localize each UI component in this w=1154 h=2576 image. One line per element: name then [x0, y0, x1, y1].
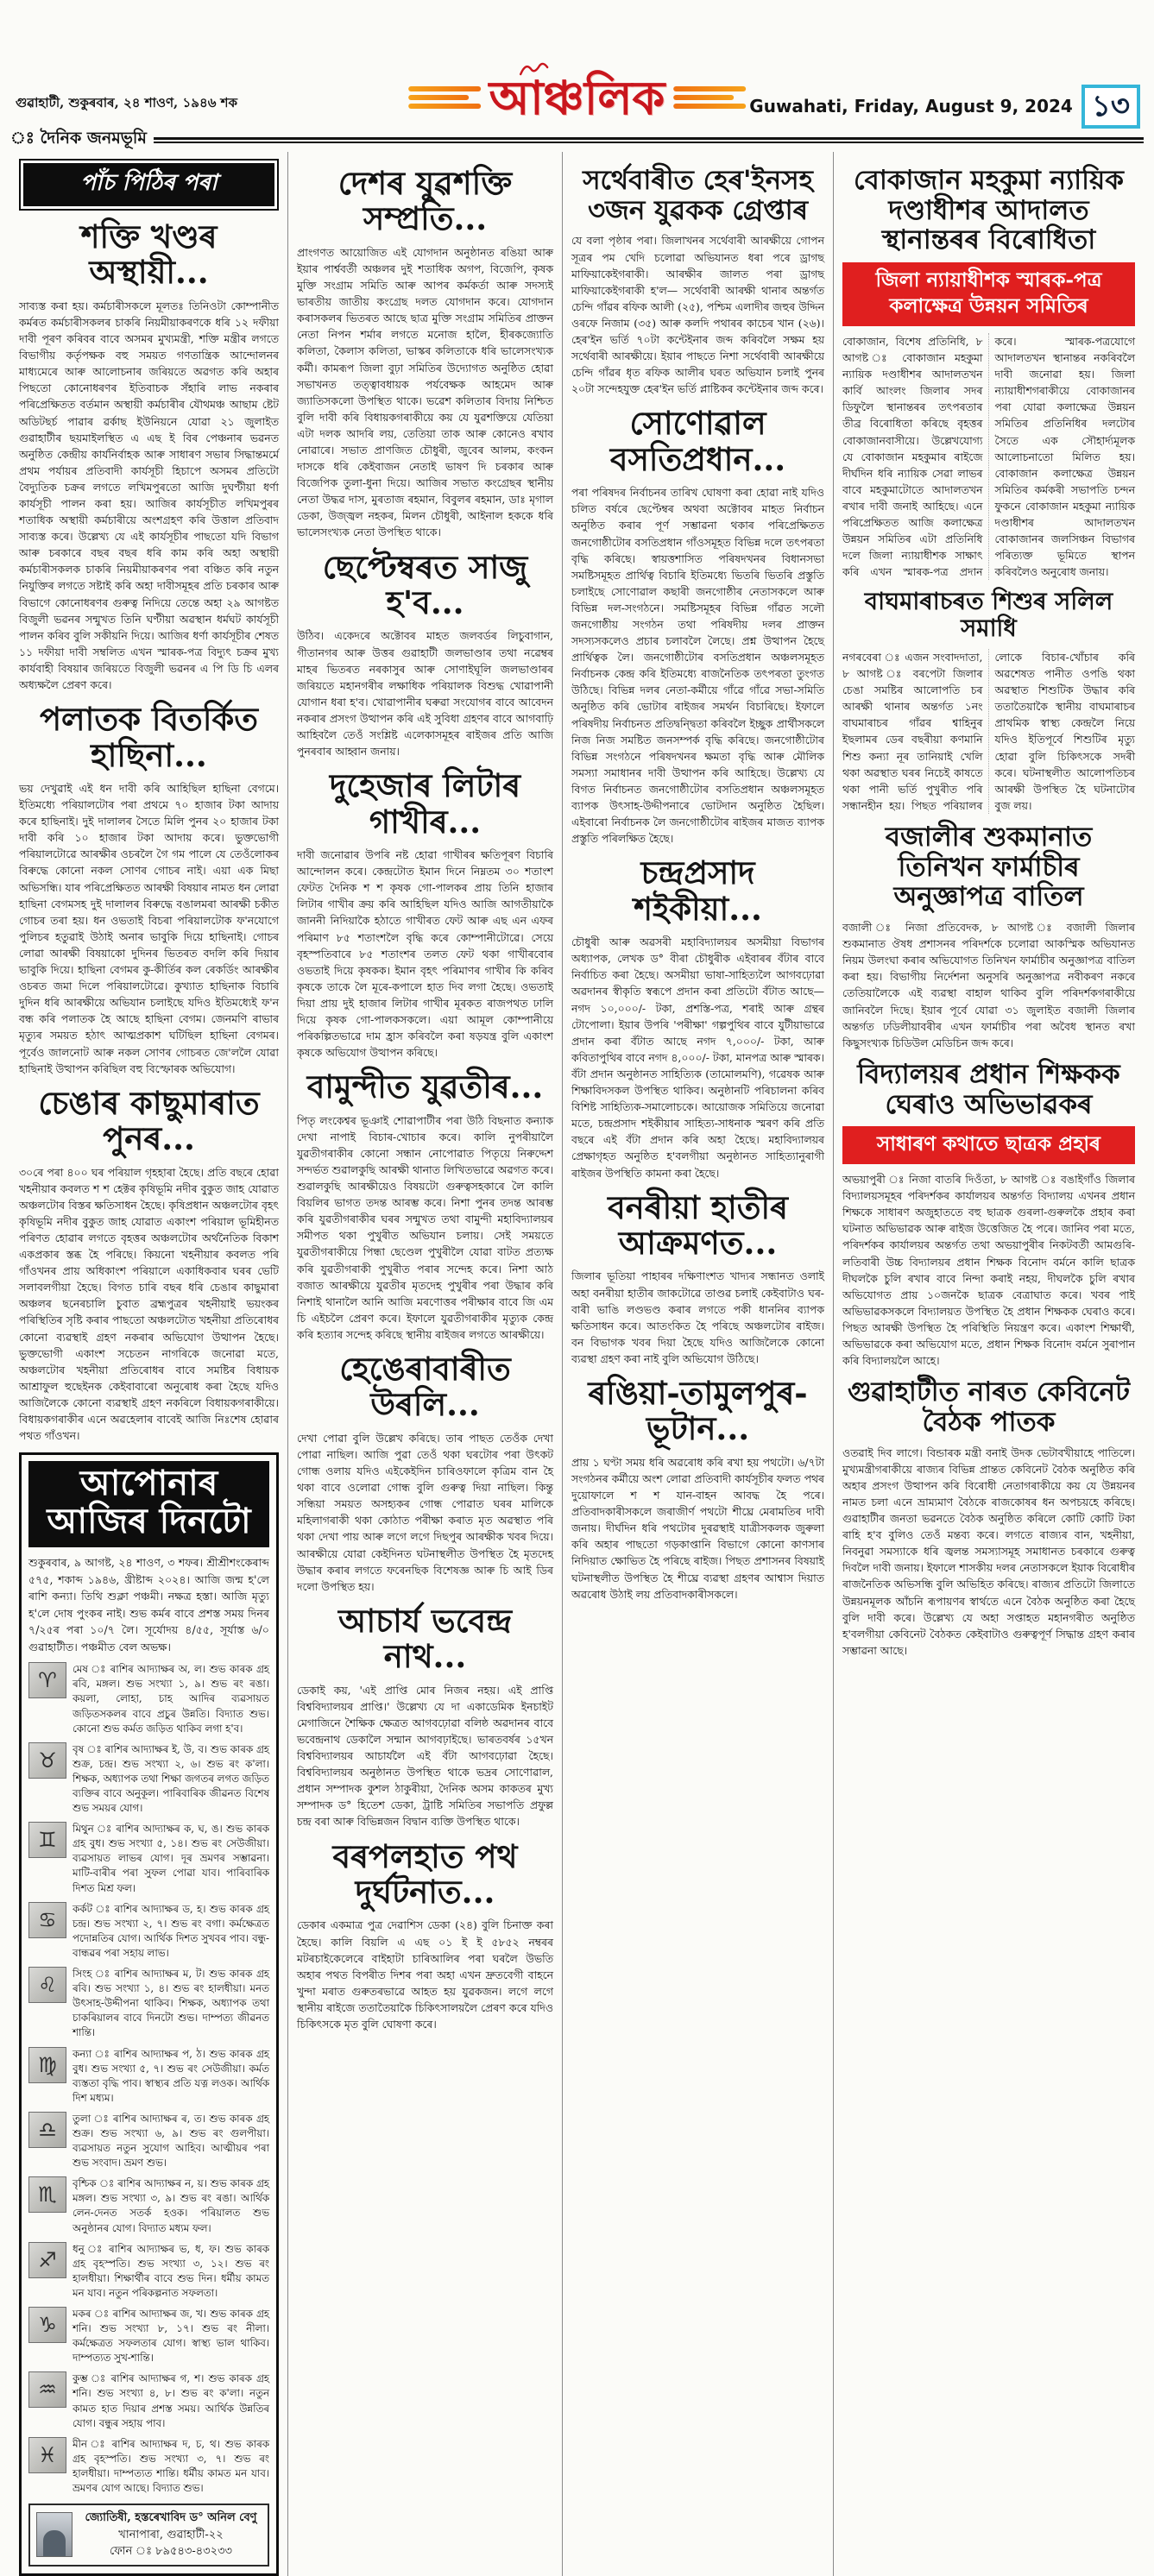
masthead-right-bars-icon [673, 86, 746, 109]
story-red-subhead: জিলা ন্যায়াধীশক স্মাৰক-পত্ৰ কলাক্ষেত্ৰ উন্নয়ন সমিতিৰ [842, 262, 1135, 326]
flame-icon [519, 60, 548, 76]
story-body: নগৰবেৰা ঃ এজন সংবাদদাতা, ৮ আগষ্ট ঃ বৰপেটা জিলাৰ চেঙা সমষ্টিৰ আলোপতি চৰ আৰক্ষী থানাৰ অন্তর্গত ১নং বাঘমাৰাচৰ গাঁৱৰ শ্বাহিনুৰ ইছলামৰ ডেৰ বছৰীয়া কণমানি শিশু কন্যা নূৰ তানিয়াই খেলি থকা অৱস্থাত ঘৰৰ নিচেই কাষতে থকা পানী ভর্তি পুখুৰীত পৰি সন্ধানহীন হয়। পিছত পৰিয়ালৰ লোকে বিচাৰ-খোঁচাৰ কৰি অৱশেষত পানীত ওপঙি থকা অৱস্থাত শিশুটিক উদ্ধাৰ কৰি ততাতৈয়াকৈ স্থানীয় বাঘমাৰাচৰ প্রাথমিক স্বাস্থ্য কেন্দ্রলৈ নিয়ে যদিও ইতিপূর্বে শিশুটিৰ মৃত্যু হোৱা বুলি চিকিৎসকে সদৰী কৰে। ঘটনাস্থলীত আলোপতিচৰ আৰক্ষী উপস্থিত হৈ ঘটনাটোৰ বুজ লয়। [842, 650, 1135, 812]
story-headline: দেশৰ যুৱশক্তি সম্প্রতি... [337, 164, 513, 238]
zodiac-text: মেষ ঃ ৰাশিৰ আদ্যাক্ষৰ অ, ল। শুভ কাৰক গ্রহ ৰবি, মঙ্গল। শুভ সংখ্যা ১, ৯। শুভ ৰং ৰঙা। কয়লা, লোহা, চাহ আদিৰ ব্যৱসায়ত জড়িতসকলৰ বাবে প্রচুৰ উন্নতি। বিদ্যাত শুভ। কোনো শুভ কর্মত জড়িত থাকিব লগা হ'ব। [73, 1663, 269, 1735]
story-body: প্রায় ১ ঘণ্টা সময় ধৰি অৱৰোধ কৰি ৰখা হয় পথটো। ৬/৭টা সংগঠনৰ কর্মীয়ে অংশ লোৱা প্রতিবাদী কার্যসূচীৰ ফলত পথৰ দুয়োফালে শ শ যান-বাহন আবদ্ধ হৈ পৰে। প্রতিবাদকাৰীসকলে জৰাজীর্ণ পথটো শীঘ্রে মেৰামতিৰ দাবী জনায়। দীর্ঘদিন ধৰি পথটোৰ দুৰৱস্থাই যাত্রীসকলক জুৰুলা কৰি অহাৰ পাছতো গড়কাপ্তানি বিভাগে কোনো কাণসাৰ নিদিয়াত ক্ষোভিত হৈ পৰিছে ৰাইজ। পিছত প্রশাসনৰ বিষয়াই ঘটনাস্থলীত উপস্থিত হৈ শীঘ্রে ব্যৱস্থা গ্রহণৰ আশ্বাস দিয়াত অৱৰোধ উঠাই লয় প্রতিবাদকাৰীসকলে। [571, 1455, 824, 1601]
story-headline: শক্তি খণ্ডৰ অস্থায়ী... [80, 217, 218, 292]
zodiac-row [28, 2176, 269, 2235]
zodiac-text: বৃশ্চিক ঃ ৰাশিৰ আদ্যাক্ষৰ ন, য়। শুভ কাৰক গ্রহ মঙ্গল। শুভ সংখ্যা ৩, ৯। শুভ ৰং ৰঙা। আর্থিক লেন-দেনত সতর্ক হওক। পৰিয়ালত শুভ অনুষ্ঠানৰ যোগ। বিদ্যাত মধ্যম ফল। [73, 2177, 269, 2234]
astrologer-photo [36, 2512, 73, 2557]
column-3 [562, 152, 833, 2576]
story-body: ভয় দেখুৱাই এই ধন দাবী কৰি আহিছিল হাছিনা বেগমে। ইতিমধ্যে পৰিয়ালটোৰ পৰা প্রথমে ৭০ হাজাৰ টকা আদায় কৰে হাছিনাই। দুই দালালৰ সৈতে মিলি পুনৰ ২০ হাজাৰ টকা দাবী কৰি ১০ হাজাৰ টকা আদায় কৰে। ভুক্তভোগী পৰিয়ালটোৱে আৰক্ষীৰ ওচৰলৈ গৈ গম পালে যে তেওঁলোকৰ বিৰুদ্ধে কোনো নকল সোণৰ গোচৰ নাই। এয়া এক মিছা অভিসন্ধি। যাৰ পৰিপ্রেক্ষিতত আৰক্ষী বিষয়াৰ নামত ধন লোৱা হাছিনা বেগমসহ দুই দালালৰ বিৰুদ্ধে বঙালমৰা আৰক্ষী চকীত গোচৰ তৰা হয়। ধন ওভতাই বিচৰা পৰিয়ালটোক ফ'নযোগে পুলিচৰ হতুৱাই উঠাই অনাৰ ভাবুকি দিয়ে হাছিনাই। গোচৰ লোৱা আৰক্ষী বিষয়াকো দুদিনৰ ভিতৰত বদলি কৰি দিয়াৰ ভাবুকি দিয়ে। হাছিনা বেগমৰ কু-কীর্তিৰ কল ৰেকর্ডিং আৰক্ষীৰ ওচৰত জমা দিলে পৰিয়ালটোৱে। কুখ্যাত হাছিনাক বিচাৰি দুদিন ধৰি আৰক্ষীয়ে অভিযান চলাইছে যদিও ইতিমধ্যেই ফ'ন বন্ধ কৰি পলাতক হৈ আছে হাছিনা বেগম। জেনমণি ৰাভাৰ মৃত্যুৰ সময়ত হঠাৎ আত্মপ্রকাশ ঘটিছিল হাছিনা বেগমৰ। পূর্বেও জালনোট আৰু নকল সোণৰ গোচৰত জে'ললৈ যোৱা হাছিনাই উত্থাপন কৰিছিল বহু বিস্ফোৰক অভিযোগ। [19, 782, 279, 1075]
story-headline: বজালীৰ শুকমানাত তিনিখন ফার্মাচীৰ অনুজ্ঞাপত্র বাতিল [885, 821, 1093, 913]
page-header [10, 50, 1144, 152]
zodiac-row [28, 1822, 269, 1895]
zodiac-text: মকৰ ঃ ৰাশিৰ আদ্যাক্ষৰ জ, খ। শুভ কাৰক গ্রহ শনি। শুভ সংখ্যা ৮, ১৭। শুভ ৰং নীলা। কর্মক্ষেত্রত সফলতাৰ যোগ। স্বাস্থ্য ভাল থাকিব। দাম্পত্যত সুখ-শান্তি। [73, 2308, 269, 2365]
zodiac-row [28, 2112, 269, 2170]
zodiac-text: মীন ঃ ৰাশিৰ আদ্যাক্ষৰ দ, চ, থ। শুভ কাৰক গ্রহ বৃহস্পতি। শুভ সংখ্যা ৩, ৭। শুভ ৰং হালধীয়া। দাম্পত্যত শান্তি। ধর্মীয় কামত মন যাব। ভ্রমণৰ যোগ আছে। বিদ্যাত শুভ। [73, 2437, 269, 2495]
story-headline: আচার্য ভবেন্দ্র নাথ... [337, 1601, 512, 1676]
story-body: সাব্যস্ত কৰা হয়। কর্মচাৰীসকলে মূলতঃ তিনিওটা কোম্পানীত কর্মৰত কর্মচাৰীসকলৰ চাকৰি নিয়মীয়াকৰণকে ধৰি ১২ দফীয়া দাবী পূৰণ কৰিবৰ বাবে অসমৰ মুখ্যমন্ত্রী, শক্তি মন্ত্রীৰ লগতে বিভাগীয় কর্তৃপক্ষক বহু সময়ত গণতান্ত্রিক আন্দোলনৰ মাধ্যমেৰে আৰু আলোচনাৰ জৰিয়তে অৱগত কৰি অহাৰ পিছতো কোনোধৰণৰ ইতিবাচক সঁহাৰি লাভ নকৰাৰ পৰিপ্রেক্ষিতত বর্তমান অস্থায়ী কর্মচাৰীৰ যৌথমঞ্চ আছাম ষ্টেট অডিটছর্চ পাৱাৰ ৱর্কাছ ইউনিয়নে যোৱা ২১ জুলাইত গুৱাহাটীৰ ছয়মাইলস্থিত এ এছ ই বিৰ পেঞ্চনাৰ ভৱনত অনুষ্ঠিত কেন্দ্রীয় কার্যনির্বাহক আৰু সাধাৰণ সভাৰ সিদ্ধান্তমর্মে প্রথম পর্যায়ৰ প্রতিবাদী কার্যসূচী হিচাপে অসমৰ প্রতিটো বৈদ্যুতিক চক্রৰ লগতে লখিমপুৰতো আজি দুঘণ্টীয়া ধর্ণা কার্যসূচী পালন কৰা হয়। আজিৰ কার্যসূচীত লখিমপুৰৰ শতাধিক অস্থায়ী কর্মচাৰীয়ে অংশগ্রহণ কৰি উত্তাল প্রতিবাদ সাব্যস্ত কৰে। উল্লেখ্য যে এই কার্যসূচীৰ পাছতো যদি বিভাগ আৰু চৰকাৰে বছৰ বছৰ ধৰি কাম কৰি অহা অস্থায়ী কর্মচাৰীসকলক চাকৰি নিয়মীয়াকৰণৰ পৰা বঞ্চিত কৰি নতুন নিযুক্তিৰ লগতে সষ্টাই কৰি অহা দাবীসমূহৰ প্রতি চৰকাৰ আৰু বিভাগে কোনোধৰণৰ গুৰুত্ব নিদিয়ে তেন্তে অহা ২৯ আগষ্টত বিজুলী ভৱনৰ সন্মুখত তিনি ঘণ্টীয়া অৱস্থান ধর্মঘট কার্যসূচী পালন কৰিব বুলি সকীয়নি দিয়ে। আজিৰ ধর্ণা কার্যসূচীৰ শেষত ১১ দফীয়া দাবী সম্বলিত এখন স্মাৰক-পত্র বিদ্যুৎ চক্রৰ মুখ্য কার্যবাহী বিষয়াৰ জৰিয়তে বিজুলী ভৱনৰ এ পি ডি চি এলৰ অধ্যক্ষলৈ প্রেৰণ কৰে। [19, 299, 279, 692]
zodiac-text: সিংহ ঃ ৰাশিৰ আদ্যাক্ষৰ ম, ট। শুভ কাৰক গ্রহ ৰবি। শুভ সংখ্যা ১, ৪। শুভ ৰং হালধীয়া। মনত উৎসাহ-উদ্দীপনা থাকিব। শিক্ষক, অধ্যাপক তথা চাকৰিয়ালৰ বাবে দিনটো শুভ। দাম্পত্য জীৱনত শান্তি। [73, 1968, 269, 2039]
zodiac-row [28, 2371, 269, 2430]
story-headline: সর্থেবাৰীত হেৰ'ইনসহ ৩জন যুৱকক গ্রেপ্তাৰ [583, 165, 813, 226]
zodiac-ধনু-icon: ♐ [28, 2242, 66, 2278]
masthead [408, 70, 747, 125]
story-headline: সোণোৱাল বসতিপ্রধান... [609, 404, 786, 478]
story-body: বজালী ঃ নিজা প্রতিবেদক, ৮ আগষ্ট ঃ বজালী জিলাৰ শুকমানাত ঔষধ প্রশাসনৰ পৰিদর্শকে চলোৱা আকস্মিক অভিযানত নিয়ম উলংঘা কৰাৰ অভিযোগত তিনিখন ফার্মাচীৰ অনুজ্ঞাপত্র বাতিল কৰা হয়। বিভাগীয় নির্দেশনা অনুসৰি অনুজ্ঞাপত্র নবীকৰণ নকৰে তেতিয়ালৈকে এই ব্যৱস্থা বাহাল থাকিব বুলি পৰিদর্শকগৰাকীয়ে জানিবলৈ দিছে। ইয়াৰ পূর্বে যোৱা ৩১ জুলাইত বজালী জিলাৰ অন্তর্গত ঢডিলীয়াবৰীৰ এখন ফার্মাচীৰ পৰা অবৈধ স্থানত ৰখা কিছুসংখ্যক চিডিউল মেডিচিন জব্দ কৰে। [842, 921, 1135, 1049]
story-headline: বৰপলহাত পথ দুর্ঘটনাত... [332, 1836, 518, 1911]
story-headline: গুৱাহাটীত নাৰত কেবিনেট বৈঠক পাতক [848, 1376, 1130, 1438]
story-body: চৌধুৰী আৰু অৱসৰী মহাবিদ্যালয়ৰ অসমীয়া বিভাগৰ অধ্যাপক, লেখক ড° বীৰা চৌধুৰীক এইবাৰৰ বঁটাৰ বাবে নির্বাচিত কৰা হৈছে। অসমীয়া ভাষা-সাহিত্যলৈ আগবঢ়োৱা অৱদানৰ স্বীকৃতি স্বৰূপে প্রদান কৰা প্রতিটো বঁটাত আছে— নগদ ১০,০০০/- টকা, প্রশস্তি-পত্র, শৰাই আৰু গ্রন্থৰ টোপোলা। ইয়াৰ উপৰি 'পৰীক্ষা' গল্পপুথিৰ বাবে যুটীয়াভাৱে প্রদান কৰা বঁটাত আছে নগদ ৭,০০০/- টকা, আৰু কবিতাপুথিৰ বাবে নগদ ৪,০০০/- টকা, মানপত্র আৰু স্মাৰক। বঁটা প্রদান অনুষ্ঠানত সাহিত্যিক (তামোলমণি), গৱেষক আৰু শিক্ষাবিদসকল উপস্থিত থাকিব। অনুষ্ঠানটি পৰিচালনা কৰিব বিশিষ্ট সাহিত্যিক-সমালোচকে। আয়োজক সমিতিয়ে জনোৱা মতে, চন্দ্রপ্রসাদ শইকীয়াৰ সাহিত্য-সাধনাক স্মৰণ কৰি প্রতি বছৰে এই বঁটা প্রদান কৰি অহা হৈছে। মহাবিদ্যালয়ৰ প্রেক্ষাগৃহত অনুষ্ঠিত হ'বলগীয়া অনুষ্ঠানত সাহিত্যানুৰাগী ৰাইজৰ উপস্থিতি কামনা কৰা হৈছে। [571, 935, 824, 1180]
zodiac-মীন-icon: ♓ [28, 2437, 66, 2473]
header-rule [154, 137, 1144, 143]
column-1 [10, 152, 287, 2576]
story-body: বোকাজান, বিশেষ প্রতিনিধি, ৮ আগষ্ট ঃ বোকাজান মহকুমা ন্যায়িক দণ্ডাধীশৰ আদালতখন কার্বি আংলং জিলাৰ সদৰ ডিফুলৈ স্থানান্তৰৰ তৎপৰতাৰ তীব্র বিৰোধিতা কৰিছে বৃহত্তৰ বোকাজানবাসীয়ে। উল্লেখযোগ্য যে বোকাজান মহকুমাৰ ৰাইজে দীর্ঘদিন ধৰি ন্যায়িক সেৱা লাভৰ বাবে মহকুমাটোতে আদালতখন ৰখাৰ দাবী জনাই আহিছে। এনে পৰিপ্রেক্ষিতত আজি কলাক্ষেত্র উন্নয়ন সমিতিৰ এটা প্রতিনিধি দলে জিলা ন্যায়াধীশক সাক্ষাৎ কৰি এখন স্মাৰক-পত্র প্রদান কৰে। স্মাৰক-পত্রযোগে আদালতখন স্থানান্তৰ নকৰিবলৈ দাবী জনোৱা হয়। জিলা ন্যায়াধীশগৰাকীয়ে বোকাজানৰ পৰা যোৱা কলাক্ষেত্র উন্নয়ন সমিতিৰ প্রতিনিধিৰ দলটোৰ সৈতে এক সৌহার্দ্যমূলক আলোচনাতো মিলিত হয়। বোকাজান কলাক্ষেত্র উন্নয়ন সমিতিৰ কর্মকৰী সভাপতি চন্দন ফুকনে বোকাজান মহকুমা ন্যায়িক দণ্ডাধীশৰ আদালতখন বোকাজানৰ জলসিঞ্চন বিভাগৰ পৰিত্যক্ত ভূমিতে স্থাপন কৰিবলৈও অনুৰোধ জনায়। [842, 334, 1135, 579]
story-body: জিলাৰ ভূতিয়া পাহাৰৰ দক্ষিণাংশত খাদ্যৰ সন্ধানত ওলাই অহা বনৰীয়া হাতীৰ জাকটোৱে তাণ্ডৱ চলাই কেইবাটাও ঘৰ-বাৰী ভাঙি লণ্ডভণ্ড কৰাৰ লগতে পকী ধাননিৰ ব্যাপক ক্ষতিসাধন কৰে। আতংকিত হৈ পৰিছে অঞ্চলটোৰ ৰাইজ। বন বিভাগক খবৰ দিয়া হৈছে যদিও আজিলৈকে কোনো ব্যৱস্থা গ্রহণ কৰা নাই বুলি অভিযোগ উঠিছে। [571, 1269, 824, 1365]
section-kicker: পাঁচ পিঠিৰ পৰা [19, 159, 279, 211]
zodiac-text: মিথুন ঃ ৰাশিৰ আদ্যাক্ষৰ ক, ঘ, ঙ। শুভ কাৰক গ্রহ বুধ। শুভ সংখ্যা ৫, ১৪। শুভ ৰং সেউজীয়া। ব্যৱসায়ত লাভৰ যোগ। দূৰ ভ্রমণৰ সম্ভাৱনা। মাটি-বাৰীৰ পৰা সুফল পোৱা যাব। পাৰিবাৰিক দিশত মিশ্র ফল। [73, 1823, 269, 1894]
story-headline: ৰঙিয়া-তামুলপুৰ-ভূটান... [588, 1374, 808, 1448]
story-body: ডেকাই কয়, 'এই প্রাপ্তি মোৰ নিজৰ নহয়। এই প্রাপ্তি বিশ্ববিদ্যালয়ৰ প্রাপ্তি।' উল্লেখ্য যে দা একাডেমিক ইনচাইট মেগাজিনে শৈক্ষিক ক্ষেত্রত আগবঢ়োৱা বলিষ্ঠ অৱদানৰ বাবে ভবেন্দ্রনাথ ডেকালৈ সন্মান আগবঢ়াইছে। ভাৰতবর্ষৰ ১৫খন বিশ্ববিদ্যালয়ৰ আচার্যলৈ এই বঁটা আগবঢ়োৱা হৈছে। বিশ্ববিদ্যালয়ৰ অনুষ্ঠানত উপস্থিত থাকে ভদ্রৰ সোণোৱাল, প্রধান সম্পাদক কুশল ঠাকুৰীয়া, দৈনিক অসম কাকতৰ মুখ্য সম্পাদক ড° হিতেশ ডেকা, ট্রাষ্টি সমিতিৰ সভাপতি প্রফুল্ল চন্দ্র বৰা আৰু বিভিন্নজন বিদ্বান ব্যক্তি উপস্থিত থাকে। [297, 1683, 553, 1829]
zodiac-row [28, 1902, 269, 1961]
story-headline: চেঙাৰ কাছুমাৰাত পুনৰ... [38, 1083, 260, 1158]
astrologer-address: খানাপাৰা, গুৱাহাটী-২২ [118, 2528, 224, 2541]
story-body: পৰা পৰিষদৰ নির্বাচনৰ তাৰিখ ঘোষণা কৰা হোৱা নাই যদিও চলিত বর্ষৰে ছেপ্টেম্বৰ অথবা অক্টোবৰ মাহত নির্বাচন অনুষ্ঠিত কৰাৰ পূর্ণ সম্ভাৱনা থকাৰ পৰিপ্রেক্ষিতত জনগোষ্ঠীটোৰ বসতিপ্রধান গাঁওসমূহত বিভিন্ন দলে তৎপৰতা বৃদ্ধি কৰিছে। স্বায়ত্তশাসিত পৰিষদখনৰ বিধানসভা সমষ্টিসমূহত প্রার্থিত্ব বিচাৰি ইতিমধ্যে ভিতৰি ভিতৰি প্রস্তুতি চলাইছে সোণোৱাল কছাৰী জনগোষ্ঠীৰ নেতাসকলে আৰু বিভিন্ন দল-সংগঠনে। সমষ্টিসমূহৰ বিভিন্ন গাঁৱত সলৌ জনগোষ্ঠীয় সংগঠন তথা পৰিষদীয় দলৰ প্রাক্তন সদস্যসকলেও প্রচাৰ চলাবলৈ লৈছে। প্রশ্ন উত্থাপন হৈছে প্রার্থিত্বক লৈ। জনগোষ্ঠীটোৰ বসতিপ্রধান অঞ্চলসমূহত নির্বাচনক কেন্দ্র কৰি ইতিমধ্যে ৰাজনৈতিক তৎপৰতা তুংগত উঠিছে। বিভিন্ন দলৰ নেতা-কর্মীয়ে গাঁৱে গাঁৱে সভা-সমিতি অনুষ্ঠিত কৰি ভোটাৰ ৰাইজৰ সমর্থন বিচাৰিছে। ইফালে পৰিষদীয় নির্বাচনত প্রতিদ্বন্দ্বিতা কৰিবলৈ ইচ্ছুক প্রার্থীসকলে নিজ নিজ সমষ্টিত জনসম্পর্ক বৃদ্ধি কৰিছে। জনগোষ্ঠীটোৰ বিভিন্ন সংগঠনে পৰিষদখনৰ ক্ষমতা বৃদ্ধি আৰু মৌলিক সমস্যা সমাধানৰ দাবী উত্থাপন কৰি আহিছে। উল্লেখ্য যে বিগত নির্বাচনত জনগোষ্ঠীটোৰ বসতিপ্রধান অঞ্চলসমূহত ব্যাপক উৎসাহ-উদ্দীপনাৰে ভোটদান অনুষ্ঠিত হৈছিল। এইবাৰো নির্বাচনক লৈ জনগোষ্ঠীটোৰ ৰাইজৰ মাজত ব্যাপক প্রস্তুতি পৰিলক্ষিত হৈছে। [571, 486, 824, 846]
story-body: যে বলা পৃষ্ঠাৰ পৰা। জিলাখনৰ সর্থেবাৰী আৰক্ষীয়ে গোপন সূত্রৰ পম খেদি চলোৱা অভিযানত ধৰা পৰে ড্রাগছ মাফিয়াকেইগৰাকী। আৰক্ষীৰ জালত পৰা ড্রাগছ মাফিয়াকেইগৰাকী হ'ল— সর্থেবাৰী আৰক্ষী থানাৰ অন্তর্গত চেন্দি গাঁৱৰ ৰফিক আলী (২৫), পশ্চিম এলাদীৰ জহুৰ উদ্দিন ওৰফে নিজাম (৩৫) আৰু কলদি পথাৰৰ কাচেৰ খান (২৬)। হেৰ'ইন ভর্তি ৭০টা কন্টেইনাৰ জব্দ কৰিবলৈ সক্ষম হয় সর্থেবাৰী আৰক্ষীয়ে। ইয়াৰ পাছতে নিশা সর্থেবাৰী আৰক্ষীয়ে চেন্দি গাঁৱৰ ধৃত ৰফিক আলীৰ ঘৰত অভিযান চলাই পুনৰ ২০টা সন্দেহযুক্ত হেৰ'ইন ভর্তি প্লাষ্টিকৰ কন্টেইনাৰ জব্দ কৰে। [571, 234, 824, 396]
story-headline: বিদ্যালয়ৰ প্রধান শিক্ষকক ঘেৰাও অভিভাৱকৰ [857, 1058, 1120, 1120]
masthead-title: আঞ্চলিক [489, 74, 665, 121]
zodiac-text: ধনু ঃ ৰাশিৰ আদ্যাক্ষৰ ভ, ধ, ফ। শুভ কাৰক গ্রহ বৃহস্পতি। শুভ সংখ্যা ৩, ১২। শুভ ৰং হালধীয়া। শিক্ষার্থীৰ বাবে শুভ দিন। ধর্মীয় কামত মন যাব। নতুন পৰিকল্পনাত সফলতা। [73, 2242, 269, 2299]
zodiac-row [28, 1742, 269, 1816]
astrologer-name: জ্যোতিষী, হস্তৰেখাবিদ ড° অনিল বেণু [85, 2511, 257, 2525]
zodiac-সিংহ-icon: ♌ [28, 1967, 66, 2003]
story-body: পিতৃ লংকেশ্বৰ ভূঞাই শোৱাপাটীৰ পৰা উঠি বিছনাত কন্যাক দেখা নাপাই বিচাৰ-খোচাৰ কৰে। কালি নুপৰীয়ালৈ যুৱতীগৰাকীৰ কোনো সন্ধান নোপোৱাত পিতৃয়ে নিৰুদ্দেশ সন্দর্ভত শুৱালকুছি আৰক্ষী থানাত লিখিতভাৱে অৱগত কৰে। শুৱালকুছি আৰক্ষীয়েও বিষয়টো গুৰুত্বসহকাৰে লৈ কালি বিয়লিৰ ভাগত তদন্ত আৰম্ভ কৰে। নিশা পুনৰ তদন্ত আৰম্ভ কৰি যুৱতীগৰাকীৰ ঘৰৰ সন্মুখত তথা বামুন্দী মহাবিদ্যালয়ৰ সমীপত থকা পুখুৰীত অভিযান চলায়। সেই সময়তে যুৱতীগৰাকীয়ে পিন্ধা ছেণ্ডেল পুখুৰীলৈ যোৱা বাটত প্রত্যক্ষ কৰি যুৱতীগৰাকী পুখুৰীত পৰাৰ সন্দেহ কৰে। নিশা আঠ বজাত আৰক্ষীয়ে যুৱতীৰ মৃতদেহ পুখুৰীৰ পৰা উদ্ধাৰ কৰি নিশাই থানালৈ আনি আজি মৰণোত্তৰ পৰীক্ষাৰ বাবে জি এম চি এইচলৈ প্রেৰণ কৰে। ইফালে যুৱতীগৰাকীৰ মৃত্যুক কেন্দ্র কৰি হত্যাৰ সন্দেহ কৰিছে স্থানীয় ৰাইজৰ লগতে আৰক্ষীয়ে। [297, 1113, 553, 1341]
story-headline: বামুন্দীত যুৱতীৰ... [306, 1068, 544, 1106]
story-headline: বাঘমাৰাচৰত শিশুৰ সলিল সমাধি [864, 588, 1113, 643]
zodiac-মেষ-icon: ♈ [28, 1662, 66, 1698]
english-date-line: Guwahati, Friday, August 9, 2024 [749, 96, 1073, 117]
story-headline: ছেপ্টেম্বৰত সাজু হ'ব... [322, 547, 528, 621]
story-headline: চন্দ্রপ্রসাদ শইকীয়া... [634, 853, 762, 928]
zodiac-মকৰ-icon: ♑ [28, 2307, 66, 2343]
zodiac-row [28, 2242, 269, 2301]
story-body: অভয়াপুৰী ঃ নিজা বাতৰি দিওঁতা, ৮ আগষ্ট ঃ বঙাইগাঁও জিলাৰ বিদ্যালয়সমূহৰ পৰিদর্শকৰ কার্যালয়ৰ অন্তর্গত বিদ্যালয় এখনৰ প্রধান শিক্ষকে সাধাৰণ অজুহাততে বহু ছাত্রক গুৰলা-গুৰুলকৈ প্রহাৰ কৰা ঘটনাত অভিভাৱক আৰু ৰাইজ উত্তেজিত হৈ পৰে। জানিব পৰা মতে, পৰিদর্শকৰ কার্যালয়ৰ অন্তর্গত তথা অভয়াপুৰীৰ নিকটবর্তী আমগুৰি-লতিবাৰী উচ্চ বিদ্যালয়ৰ প্রধান শিক্ষক বিনোদ বর্মনে কালি ছাত্রক দীঘলকৈ চুলি ৰখাৰ বাবে নিন্দা কৰাই নহয়, দীঘলকৈ চুলি ৰখাৰ অভিযোগত প্রায় ১০জনকৈ ছাত্রক বেত্রাঘাত কৰে। খবৰ পাই অভিভাৱকসকলে বিদ্যালয়ত উপস্থিত হৈ প্রধান শিক্ষকক ঘেৰাও কৰে। পিছত আৰক্ষী উপস্থিত হৈ পৰিস্থিতি নিয়ন্ত্রণ কৰে। একাংশ শিক্ষার্থী, অভিভাৱকে কৰা অভিযোগ মতে, প্রধান শিক্ষক বিনোদ বর্মনে সুৰাপান কৰি বিদ্যালয়লৈ আহে। [842, 1173, 1135, 1368]
zodiac-text: কন্যা ঃ ৰাশিৰ আদ্যাক্ষৰ প, ঠ। শুভ কাৰক গ্রহ বুধ। শুভ সংখ্যা ৫, ৭। শুভ ৰং সেউজীয়া। কর্মত ব্যস্ততা বৃদ্ধি পাব। স্বাস্থ্যৰ প্রতি যত্ন লওক। আর্থিক দিশ মধ্যম। [73, 2047, 269, 2104]
astrologer-contact-box [28, 2504, 269, 2567]
paper-name-row [10, 126, 1144, 154]
page-number: ১৩ [1081, 85, 1140, 129]
story-headline: বনৰীয়া হাতীৰ আক্রমণত... [608, 1187, 788, 1263]
zodiac-row [28, 2437, 269, 2496]
zodiac-বৃষ-icon: ♉ [28, 1742, 66, 1779]
assamese-date-line: গুৱাহাটী, শুকুৰবাৰ, ২৪ শাওণ, ১৯৪৬ শক [16, 95, 238, 110]
astrologer-contact-text [80, 2510, 262, 2560]
column-2 [287, 152, 562, 2576]
horoscope-box [19, 1452, 279, 2575]
astrologer-phone: ফোন ঃ ৮৯৫৪৩-৪৩২৩৩ [110, 2545, 232, 2559]
zodiac-text: কর্কট ঃ ৰাশিৰ আদ্যাক্ষৰ ড, হ। শুভ কাৰক গ্রহ চন্দ্র। শুভ সংখ্যা ২, ৭। শুভ ৰং বগা। কর্মক্ষেত্রত পদোন্নতিৰ যোগ। আর্থিক দিশত সুখবৰ পাব। বন্ধু-বান্ধৱৰ পৰা সহায় লাভ। [73, 1902, 269, 1959]
story-headline: দুহেজাৰ লিটাৰ গাখীৰ... [329, 766, 521, 841]
story-body: উঠিব। একেদৰে অক্টোবৰ মাহত জলবর্ডৰ লিচুবাগান, গীতানগৰ আৰু উত্তৰ গুৱাহাটী জলভাণ্ডাৰ তথা নৱেম্বৰ মাহৰ ভিতৰত নৰকাসুৰ আৰু সোণাইঘূলি জলভাণ্ডাৰৰ জৰিয়তে মহানগৰীৰ লক্ষাধিক পৰিয়ালক বিশুদ্ধ খোৱাপানী যোগান ধৰা হ'ব। খোৱাপানীৰ ঘৰুৱা সংযোগৰ বাবে আবেদন নকৰাৰ প্রসংগ উত্থাপন কৰি এই সুবিধা গ্রহণৰ বাবে আগবাঢ়ি আহিবলৈ তেওঁ সংশ্লিষ্ট এলেকাসমূহৰ ৰাইজৰ প্রতি আজি পুনৰবাৰ আহ্বান জনায়। [297, 629, 553, 759]
zodiac-row [28, 1662, 269, 1735]
zodiac-text: তুলা ঃ ৰাশিৰ আদ্যাক্ষৰ ৰ, ত। শুভ কাৰক গ্রহ শুক্র। শুভ সংখ্যা ৬, ৯। শুভ ৰং গুলপীয়া। ব্যৱসায়ত নতুন সুযোগ আহিব। আত্মীয়ৰ পৰা শুভ সংবাদ। ভ্রমণ শুভ। [73, 2112, 269, 2170]
column-4 [833, 152, 1144, 2576]
zodiac-কুম্ভ-icon: ♒ [28, 2371, 66, 2408]
zodiac-বৃশ্চিক-icon: ♏ [28, 2176, 66, 2213]
zodiac-তুলা-icon: ♎ [28, 2112, 66, 2148]
zodiac-row [28, 2307, 269, 2365]
zodiac-row [28, 1967, 269, 2040]
masthead-left-bars-icon [408, 86, 481, 109]
story-headline: হেঙেৰাবাৰীত উৰলি... [339, 1350, 511, 1424]
header-right [749, 85, 1140, 129]
story-headline: পলাতক বিতর্কিত হাছিনা... [39, 700, 259, 774]
story-body: ডেকাৰ একমাত্র পুত্র দেৱাশিস ডেকা (২৪) বুলি চিনাক্ত কৰা হৈছে। কালি বিয়লি এ এছ ০১ ই ই ৫৮৫২ নম্বৰৰ মটৰচাইকেলেৰে বাইহাটা চাৰিআলিৰ পৰা ঘৰলৈ উভতি অহাৰ পথত বিপৰীত দিশৰ পৰা অহা এখন দ্রুতবেগী বাহনে খুন্দা মৰাত গুৰুতৰভাৱে আহত হয় যুৱকজন। লগে লগে স্থানীয় ৰাইজে ততাতৈয়াকৈ চিকিৎসালয়লৈ প্রেৰণ কৰে যদিও চিকিৎসকে মৃত বুলি ঘোষণা কৰে। [297, 1918, 553, 2031]
horoscope-intro: শুকুৰবাৰ, ৯ আগষ্ট, ২৪ শাওণ, ৩ শফৰ। শ্রীশ্রীশংকেৰাব্দ ৫৭৫, শকাব্দ ১৯৪৬, খ্রীষ্টাব্দ ২০২৪। আজি জন্ম হ'লে ৰাশি কন্যা। তিথি শুক্লা পঞ্চমী। নক্ষত্র হস্তা। আজি মৃত্যু হ'লে দোষ পুংকৰ নাই। শুভ কর্মৰ বাবে প্রশস্ত সময় দিনৰ ৭/২৫ৰ পৰা ১০/৭ লৈ। সূর্যোদয় ৪/৫৫, সূর্যাস্ত ৬/০ গুৱাহাটীত। পঞ্চমীত বেল অভক্ষ। [28, 1556, 269, 1653]
zodiac-text: বৃষ ঃ ৰাশিৰ আদ্যাক্ষৰ ই, উ, ব। শুভ কাৰক গ্রহ শুক্র, চন্দ্র। শুভ সংখ্যা ২, ৬। শুভ ৰং ক'লা। শিক্ষক, অধ্যাপক তথা শিক্ষা জগতৰ লগত জড়িত ব্যক্তিৰ বাবে অনুকূল। পাৰিবাৰিক জীৱনত বিশেষ শুভ সময়ৰ যোগ। [73, 1742, 269, 1815]
story-body: ৩০ৰে পৰা ৪০০ ঘৰ পৰিয়াল গৃহহাৰা হৈছে। প্রতি বছৰে হোৱা খহনীয়াৰ কবলত শ শ হেক্টৰ কৃষিভূমি নদীৰ বুকুত জাহ যোৱাত অঞ্চলটোৰ বিস্তৰ ক্ষতিসাধন হৈছে। কৃষিপ্রধান অঞ্চলটোৰ বৃহৎ কৃষিভূমি নদীৰ বুকুত জাহ যোৱাত একাংশ পৰিয়াল ভূমিহীনত পৰিণত হোৱাৰ লগতে বৃহত্তৰ অঞ্চলটোৰ অর্থনৈতিক বিকাশ একপ্রকাৰ স্তব্ধ হৈ পৰিছে। কিয়নো খহনীয়াৰ কবলত পৰি গাঁওখনৰ প্রায় অধিকাংশ পৰিয়ালে একাধিকবাৰ ঘৰৰ ভেটি সলাবলগীয়া হৈছে। বিগত চাৰি বছৰ ধৰি চেঙাৰ কাছুমাৰা অঞ্চলৰ ছনেৰচালি চুবাত ব্রহ্মপুত্রৰ খহনীয়াই ভয়ংকৰ পৰিস্থিতিৰ সৃষ্টি কৰাৰ পাছতো অঞ্চলটোত খহনীয়া প্রতিৰোধৰ কোনো ব্যৱস্থাই গ্রহণ নকৰাৰ অভিযোগ উত্থাপন হৈছে। ভুক্তভোগী একাংশ সচেতন নাগৰিকে জনোৱা মতে, অঞ্চলটোৰ খহনীয়া প্রতিৰোধৰ বাবে সমষ্টিৰ বিধায়ক আশ্রাফুল হুছেইনক কেইবাবাৰো অনুৰোধ কৰা হৈছে যদিও আজিলৈকে কোনো ব্যৱস্থাই গ্রহণ নকৰিলে বিধায়কগৰাকীয়ে। বিধায়কগৰাকীৰ এনে অৱহেলাৰ বাবেই আজি নিঃশেষ হোৱাৰ পথত গাঁওখন। [19, 1165, 279, 1443]
zodiac-মিথুন-icon: ♊ [28, 1822, 66, 1858]
story-body: দাবী জনোৱাৰ উপৰি নষ্ট হোৱা গাখীৰৰ ক্ষতিপূৰণ বিচাৰি আন্দোলন কৰে। কেন্দ্রটোত ইমান দিনে নিম্নতম ৩০ শতাংশ ফেটত দৈনিক শ শ কৃষক গো-পালকৰ প্রায় তিনি হাজাৰ লিটাৰ গাখীৰ ক্রয় কৰি আহিছিল যদিও আজি আগতীয়াকৈ জাননী নিদিয়াকৈ হঠাতে গাখীৰত ফেট আৰু এছ এন এফৰ পৰিমাণ ৮৫ শতাংশলৈ বৃদ্ধি কৰে কোম্পানীটোৱে। সেয়ে বৃহস্পতিবাৰে ৮৫ শতাংশৰ তলত ফেট থকা গাখীৰবোৰ ওভতাই দিয়ে কৃষকক। ইমান বৃহৎ পৰিমাণৰ গাখীৰ কি কৰিব কৃষকে তাকে লৈ মূৰে-কপালে হাত দিব লগা হৈছে। ওভতাই দিয়া প্রায় দুই হাজাৰ লিটাৰ গাখীৰ মূৰকত ৰাজপথত ঢালি দিয়ে কৃষক গো-পালকসকলে। এয়া আমূল কোম্পানীয়ে পৰিকল্পিতভাৱে দাম হ্রাস কৰিবলৈ কৰা ষড়যন্ত্র বুলি একাংশ কৃষকে অভিযোগ উত্থাপন কৰিছে। [297, 848, 553, 1060]
story-body: প্রাংগণত আয়োজিত এই যোগদান অনুষ্ঠানত ৰঙিয়া আৰু ইয়াৰ পার্শ্ববর্তী অঞ্চলৰ দুই শতাধিক অগপ, বিজেপি, কৃষক মুক্তি সংগ্রাম সমিতি আৰু আপৰ কর্মকর্তা আৰু সদস্যই ভাৰতীয় জাতীয় কংগ্রেছ দলত যোগদান কৰে। যোগদান কৰাসকলৰ ভিতৰত আছে ছাত্র মুক্তি সংগ্রাম সমিতিৰ প্রাক্তন নেতা নিপন শর্মাৰ লগতে মনোজ হালৈ, হীৰকজ্যোতি কলিতা, কৈলাস কলিতা, ভাস্কৰ কলিতাকে ধৰি ভালেসংখ্যক কর্মী। কামৰূপ জিলা বুঢ়া সমিতিৰ উদ্যোগত অনুষ্ঠিত হোৱা সভাখনত তত্ত্বাবধায়ক পর্যবেক্ষক আহমেদ আৰু জ্যাতিসকলো উপস্থিত থাকে। ভৱেশ কলিতাৰ বিদায় নিশ্চিত বুলি দাবী কৰি বিধায়কগৰাকীয়ে কয় যে যুৱশক্তিয়ে যেতিয়া এটা দলক আদৰি লয়, তেতিয়া তাক আৰু কোনেও ৰখাব নোৱাৰে। সভাত প্রাণজিত চৌধুৰী, জুবেৰ আলম, কংকন দাসকে ধৰি কেইবাজন নেতাই ভাষণ দি চৰকাৰ আৰু বিজেপিক তুলা-ধুনা দিয়ে। আজিৰ সভাত কংগ্রেছৰ স্থানীয় নেতা উদ্ধৱ দাস, মুৰতাজ ৰহমান, বিবুলৰ ৰহমান, ডাঃ মৃগাল ডেকা, উজ্জ্বল নহকৰ, মিলন চৌধুৰী, আইনাল হককে ধৰি ভালেসংখ্যক নেতা উপস্থিত থাকে। [297, 245, 553, 539]
paper-name: ঃ দৈনিক জনমভূমি [10, 129, 147, 148]
story-body: দেখা পোৱা বুলি উল্লেখ কৰিছে। তাৰ পাছত তেওঁক দেখা পোৱা নাছিল। আজি পুৱা তেওঁ থকা ঘৰটোৰ পৰা উৎকট গোন্ধ ওলায় যদিও এইকেইদিন চাৰিওফালে কৃত্রিম বান হৈ থকা বাবে ওলোৱা গোন্ধ বুলি গুৰুত্ব দিয়া নাছিল। কিন্তু সন্ধিয়া সময়ত অসহ্যকৰ গোন্ধ পোৱাত ঘৰৰ মালিকে মহিলাগৰাকী থকা কোঠাত পৰীক্ষা কৰাত মৃত অৱস্থাত পৰি থকা দেখা পায় আৰু লগে লগে দিছপুৰ আৰক্ষীক খবৰ দিয়ে। আৰক্ষীয়ে যোৱা কেইদিনত ঘটনাস্থলীত উপস্থিত হৈ মৃতদেহ উদ্ধাৰ কৰাৰ লগতে ফৰেনছিক বিশেষজ্ঞ আৰু চি আই ডিৰ দলো উপস্থিত হয়। [297, 1431, 553, 1593]
zodiac-row [28, 2047, 269, 2106]
zodiac-কন্যা-icon: ♍ [28, 2047, 66, 2083]
zodiac-text: কুম্ভ ঃ ৰাশিৰ আদ্যাক্ষৰ গ, শ। শুভ কাৰক গ্রহ শনি। শুভ সংখ্যা ৪, ৮। শুভ ৰং ক'লা। নতুন কামত হাত দিয়াৰ প্রশস্ত সময়। আর্থিক উন্নতিৰ যোগ। বন্ধুৰ সহায় পাব। [73, 2372, 269, 2429]
content-columns [10, 152, 1144, 2559]
horoscope-title: আপোনাৰ আজিৰ দিনটো [28, 1461, 269, 1547]
story-body: ওতৱাই দিব লাগে। বিন্ডাৰক মন্ত্রী বনাই উদক ভেটাবখীয়াহে পাতিলে। মুখ্যমন্ত্রীগৰাকীয়ে ৰাজ্যৰ বিভিন্ন প্রান্তত কেবিনেট বৈঠক অনুষ্ঠিত কৰি অহাৰ প্রসংগ উত্থাপন কৰি বিৰোধী নেতাগৰাকীয়ে কয় যে উন্নয়নৰ নামত চলা এনে ভ্রাম্যমাণ বৈঠকে ৰাজকোষৰ ধন অপচয়হে কৰিছে। গুৱাহাটীৰ জনতা ভৱনতে বৈঠক অনুষ্ঠিত কৰিলে কোটি কোটি টকা ৰাহি হ'ব বুলিও তেওঁ মন্তব্য কৰে। লগতে ৰাজ্যৰ বান, খহনীয়া, নিবনুৱা সমস্যাকে ধৰি জ্বলন্ত সমস্যাসমূহ সমাধানত চৰকাৰে গুৰুত্ব দিবলৈ দাবী জনায়। ইফালে শাসকীয় দলৰ নেতাসকলে ইয়াক বিৰোধীৰ ৰাজনৈতিক অভিসন্ধি বুলি অভিহিত কৰিছে। ৰাজ্যৰ প্রতিটো জিলাতে উন্নয়নমূলক আঁচনি ৰূপায়ণৰ স্বার্থতে এনে বৈঠক অনুষ্ঠিত কৰা হৈছে বুলি দাবী কৰে। উল্লেখ্য যে অহা সপ্তাহত মহানগৰীত অনুষ্ঠিত হ'বলগীয়া কেবিনেট বৈঠকত কেইবাটাও গুৰুত্বপূর্ণ সিদ্ধান্ত গ্রহণ কৰাৰ সম্ভাৱনা আছে। [842, 1445, 1135, 1657]
story-red-subhead: সাধাৰণ কথাতে ছাত্রক প্রহাৰ [842, 1126, 1135, 1164]
zodiac-কর্কট-icon: ♋ [28, 1902, 66, 1938]
story-headline: বোকাজান মহকুমা ন্যায়িক দণ্ডাধীশৰ আদালত স্থানান্তৰৰ বিৰোধিতা [853, 165, 1124, 256]
